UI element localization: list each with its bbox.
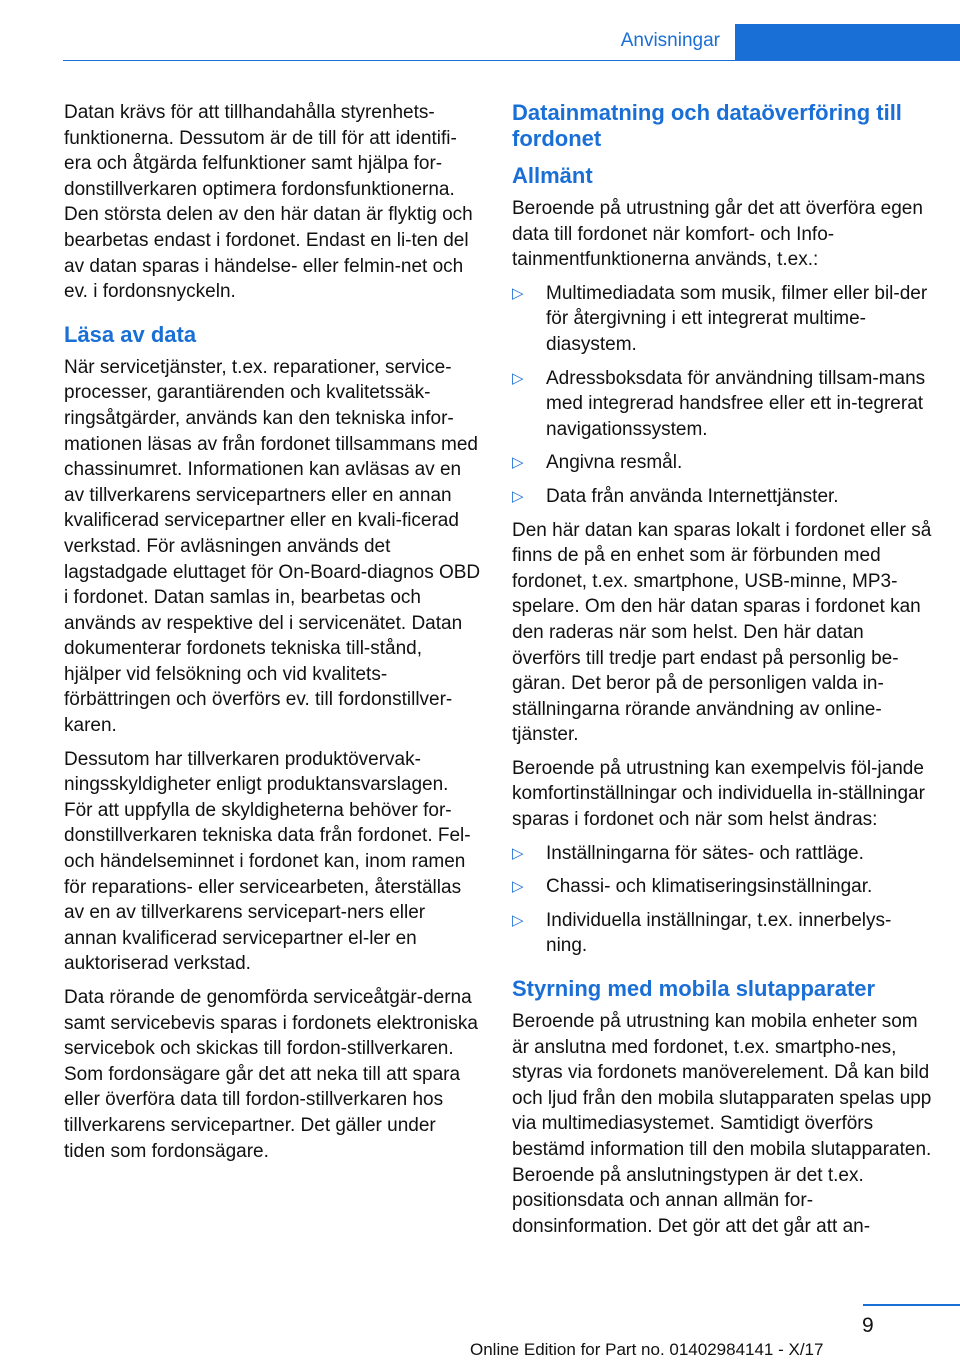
list-item [512,366,932,443]
list-item-text: Multimediadata som musik, filmer eller bil-der för återgivning i ett integrerat multime-diasystem. [546,282,928,355]
list-item [512,841,932,867]
paragraph: Beroende på utrustning går det att överföra egen data till fordonet när komfort- och Info-tainmentfunktionerna används, t.ex.: [512,198,923,271]
triangle-bullet-icon: ▷ [512,911,524,929]
footer-rule [863,1304,960,1306]
page-number: 9 [862,1314,874,1337]
running-header: Anvisningar [620,30,720,51]
triangle-bullet-icon: ▷ [512,369,524,387]
paragraph: När servicetjänster, t.ex. reparationer, service-processer, garantiärenden och kvalitetssäk-ringsåtgärder, används kan den tekniska infor-mationen läsas av från fordonet tillsammans med chassinumret. Informationen kan avläsas av en av tillverkarens servicepartners eller en annan kvalificerad servicepartner eller en kvali-ficerad verkstad. För avläsningen används det lagstadgade eluttaget för On-Board-diagnos OBD i fordonet. Datan samlas in, bearbetas och används av respektive del i servicenätet. Datan dokumenterar fordonets tekniska till-stånd, hjälper vid felsökning och vid kvalitets-förbättringen och överförs ev. till fordonstillver-karen. [64,356,481,737]
triangle-bullet-icon: ▷ [512,844,524,862]
heading-lasa-av-data: Läsa av data [64,321,197,347]
paragraph: Dessutom har tillverkaren produktövervak-ningsskyldigheter enligt produktansvarslagen. För att uppfylla de skyldigheterna behöver for-donstillverkaren tekniska data från fordonet. Fel- och händelseminnet i fordonet kan, inom ramen för reparations- eller servicearbeten, återställas av en av tillverkarens servicepart-ners eller annan kvalificerad servicepartner el-ler en auktoriserad verkstad. [64,748,471,975]
section-heading: Datainmatning och dataöverföring till fordonet [512,100,902,151]
triangle-bullet-icon: ▷ [512,284,524,302]
triangle-bullet-icon: ▷ [512,878,524,896]
heading-styrning: Styrning med mobila slutapparater [512,976,876,1002]
list-item-text: Data från använda Internettjänster. [546,485,839,507]
triangle-bullet-icon: ▷ [512,487,524,505]
bullet-list [512,841,932,959]
list-item [512,874,932,900]
paragraph: Datan krävs för att tillhandahålla styrenhets-funktionerna. Dessutom är de till för att identifi-era och åtgärda felfunktioner samt hjälpa for-donstillverkaren optimera fordonsfunktionerna. Den största delen av den här datan är flyktig och bearbetas endast i fordonet. Endast en li-ten del av datan sparas i händelse- eller felmin-net och ev. i fordonsnyckeln. [64,102,473,303]
bullet-list [512,281,932,510]
left-column [64,100,482,1172]
list-item-text: Angivna resmål. [546,452,683,474]
edition-text: Online Edition for Part no. 01402984141 - X/17 [470,1340,824,1359]
list-item [512,484,932,510]
list-item-text: Individuella inställningar, t.ex. innerbelys-ning. [546,909,892,957]
paragraph: Beroende på utrustning kan mobila enheter som är anslutna med fordonet, t.ex. smartpho-nes, styras via fordonets manöverelement. Då kan bild och ljud från den mobila slutapparaten spelas upp via multimediasystemet. Samtidigt överförs bestämd information till den mobila slutapparaten. Beroende på anslutningstypen är det t.ex. positionsdata och annan allmän for-donsinformation. Det gör att det går att an- [512,1011,932,1237]
paragraph: Data rörande de genomförda serviceåtgär-derna samt servicebevis sparas i fordonets elektroniska servicebok och skickas till fordon-stillverkaren. Som fordonsägare går det att neka till att spara eller överföra data till fordon-stillverkaren hos tillverkarens servicepartner. Det gäller under tiden som fordonsägare. [64,987,478,1162]
list-item-text: Inställningarna för sätes- och rattläge. [546,842,864,864]
header-rule [63,60,735,61]
triangle-bullet-icon: ▷ [512,454,524,472]
list-item-text: Adressboksdata för användning tillsam-mans med integrerad handsfree eller ett in-tegrerat navigationssystem. [546,367,926,440]
header-color-block [735,24,960,61]
list-item-text: Chassi- och klimatiseringsinställningar. [546,876,873,898]
right-column [512,100,932,1247]
paragraph: Den här datan kan sparas lokalt i fordonet eller så finns de på en enhet som är förbunden med fordonet, t.ex. smartphone, USB-minne, MP3-spelare. Om den här datan sparas i fordonet kan den raderas när som helst. Den här datan överförs till tredje part endast på personlig be-gäran. Det beror på de personligen valda in-ställningarna rörande användning av online-tjänster. [512,519,932,746]
list-item [512,281,932,358]
paragraph: Beroende på utrustning kan exempelvis föl-jande komfortinställningar och individuella in-ställningar sparas i fordonet och när som helst ändras: [512,757,925,831]
heading-allmant: Allmänt [512,163,593,188]
list-item [512,908,932,959]
list-item [512,450,932,476]
